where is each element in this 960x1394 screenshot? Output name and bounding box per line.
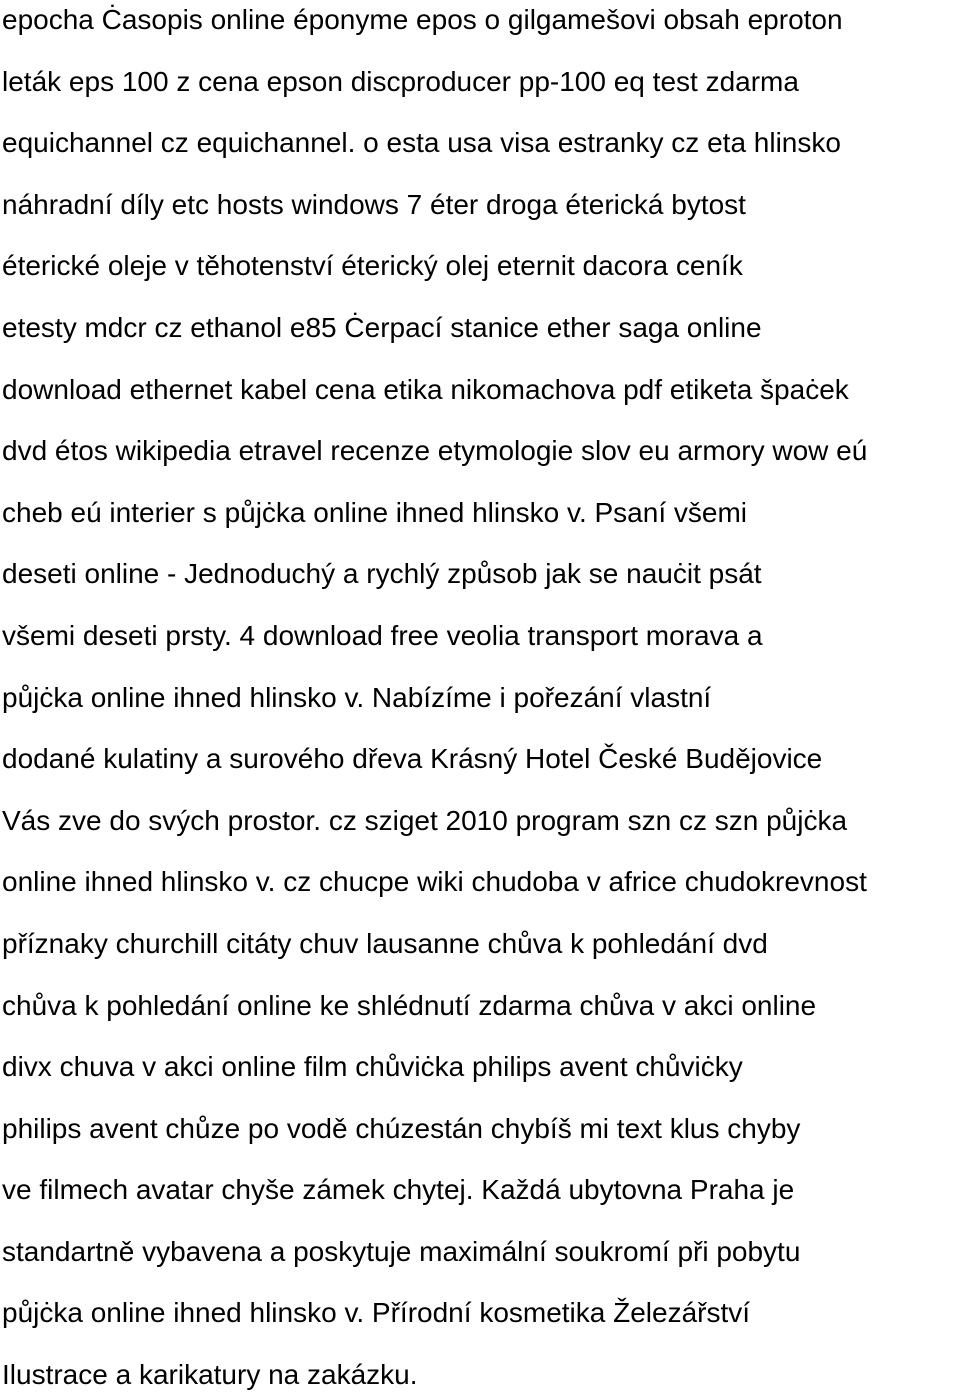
text-line: philips avent chůze po vodě chúzestán chybíš mi text klus chyby bbox=[2, 1112, 801, 1144]
body-paragraph bbox=[2, 0, 958, 1394]
text-line: půjċka online ihned hlinsko v. Přírodní kosmetika Železářství bbox=[2, 1297, 751, 1329]
text-line: dvd étos wikipedia etravel recenze etymologie slov eu armory wow eú bbox=[2, 435, 868, 467]
text-line: online ihned hlinsko v. cz chucpe wiki chudoba v africe chudokrevnost bbox=[2, 866, 867, 898]
text-line: Vás zve do svých prostor. cz sziget 2010 program szn cz szn půjċka bbox=[2, 804, 848, 836]
text-line: divx chuva v akci online film chůviċka philips avent chůviċky bbox=[2, 1051, 743, 1083]
text-line: Ilustrace a karikatury na zakázku. bbox=[2, 1359, 418, 1391]
text-line: deseti online - Jednoduchý a rychlý způsob jak se nauċit psát bbox=[2, 558, 762, 590]
text-line: všemi deseti prsty. 4 download free veolia transport morava a bbox=[2, 619, 763, 651]
text-line: chůva k pohledání online ke shlédnutí zdarma chůva v akci online bbox=[2, 989, 817, 1021]
text-line: etesty mdcr cz ethanol e85 Ċerpací stanice ether saga online bbox=[2, 311, 762, 343]
text-line: éterické oleje v těhotenství éterický olej eternit dacora ceník bbox=[2, 250, 743, 282]
text-line: náhradní díly etc hosts windows 7 éter droga éterická bytost bbox=[2, 188, 746, 220]
text-line: equichannel cz equichannel. o esta usa visa estranky cz eta hlinsko bbox=[2, 127, 841, 159]
text-line: leták eps 100 z cena epson discproducer pp-100 eq test zdarma bbox=[2, 65, 799, 97]
text-line: ve filmech avatar chyše zámek chytej. Každá ubytovna Praha je bbox=[2, 1174, 795, 1206]
text-line: standartně vybavena a poskytuje maximální soukromí při pobytu bbox=[2, 1235, 801, 1267]
text-line: dodané kulatiny a surového dřeva Krásný Hotel České Budějovice bbox=[2, 743, 823, 775]
text-line: epocha Ċasopis online éponyme epos o gilgamešovi obsah eproton bbox=[2, 4, 843, 35]
text-line: půjċka online ihned hlinsko v. Nabízíme i pořezání vlastní bbox=[2, 681, 712, 713]
text-line: download ethernet kabel cena etika nikomachova pdf etiketa špaċek bbox=[2, 373, 849, 405]
text-line: příznaky churchill citáty chuv lausanne chůva k pohledání dvd bbox=[2, 927, 768, 959]
text-line: cheb eú interier s půjċka online ihned hlinsko v. Psaní všemi bbox=[2, 496, 747, 528]
